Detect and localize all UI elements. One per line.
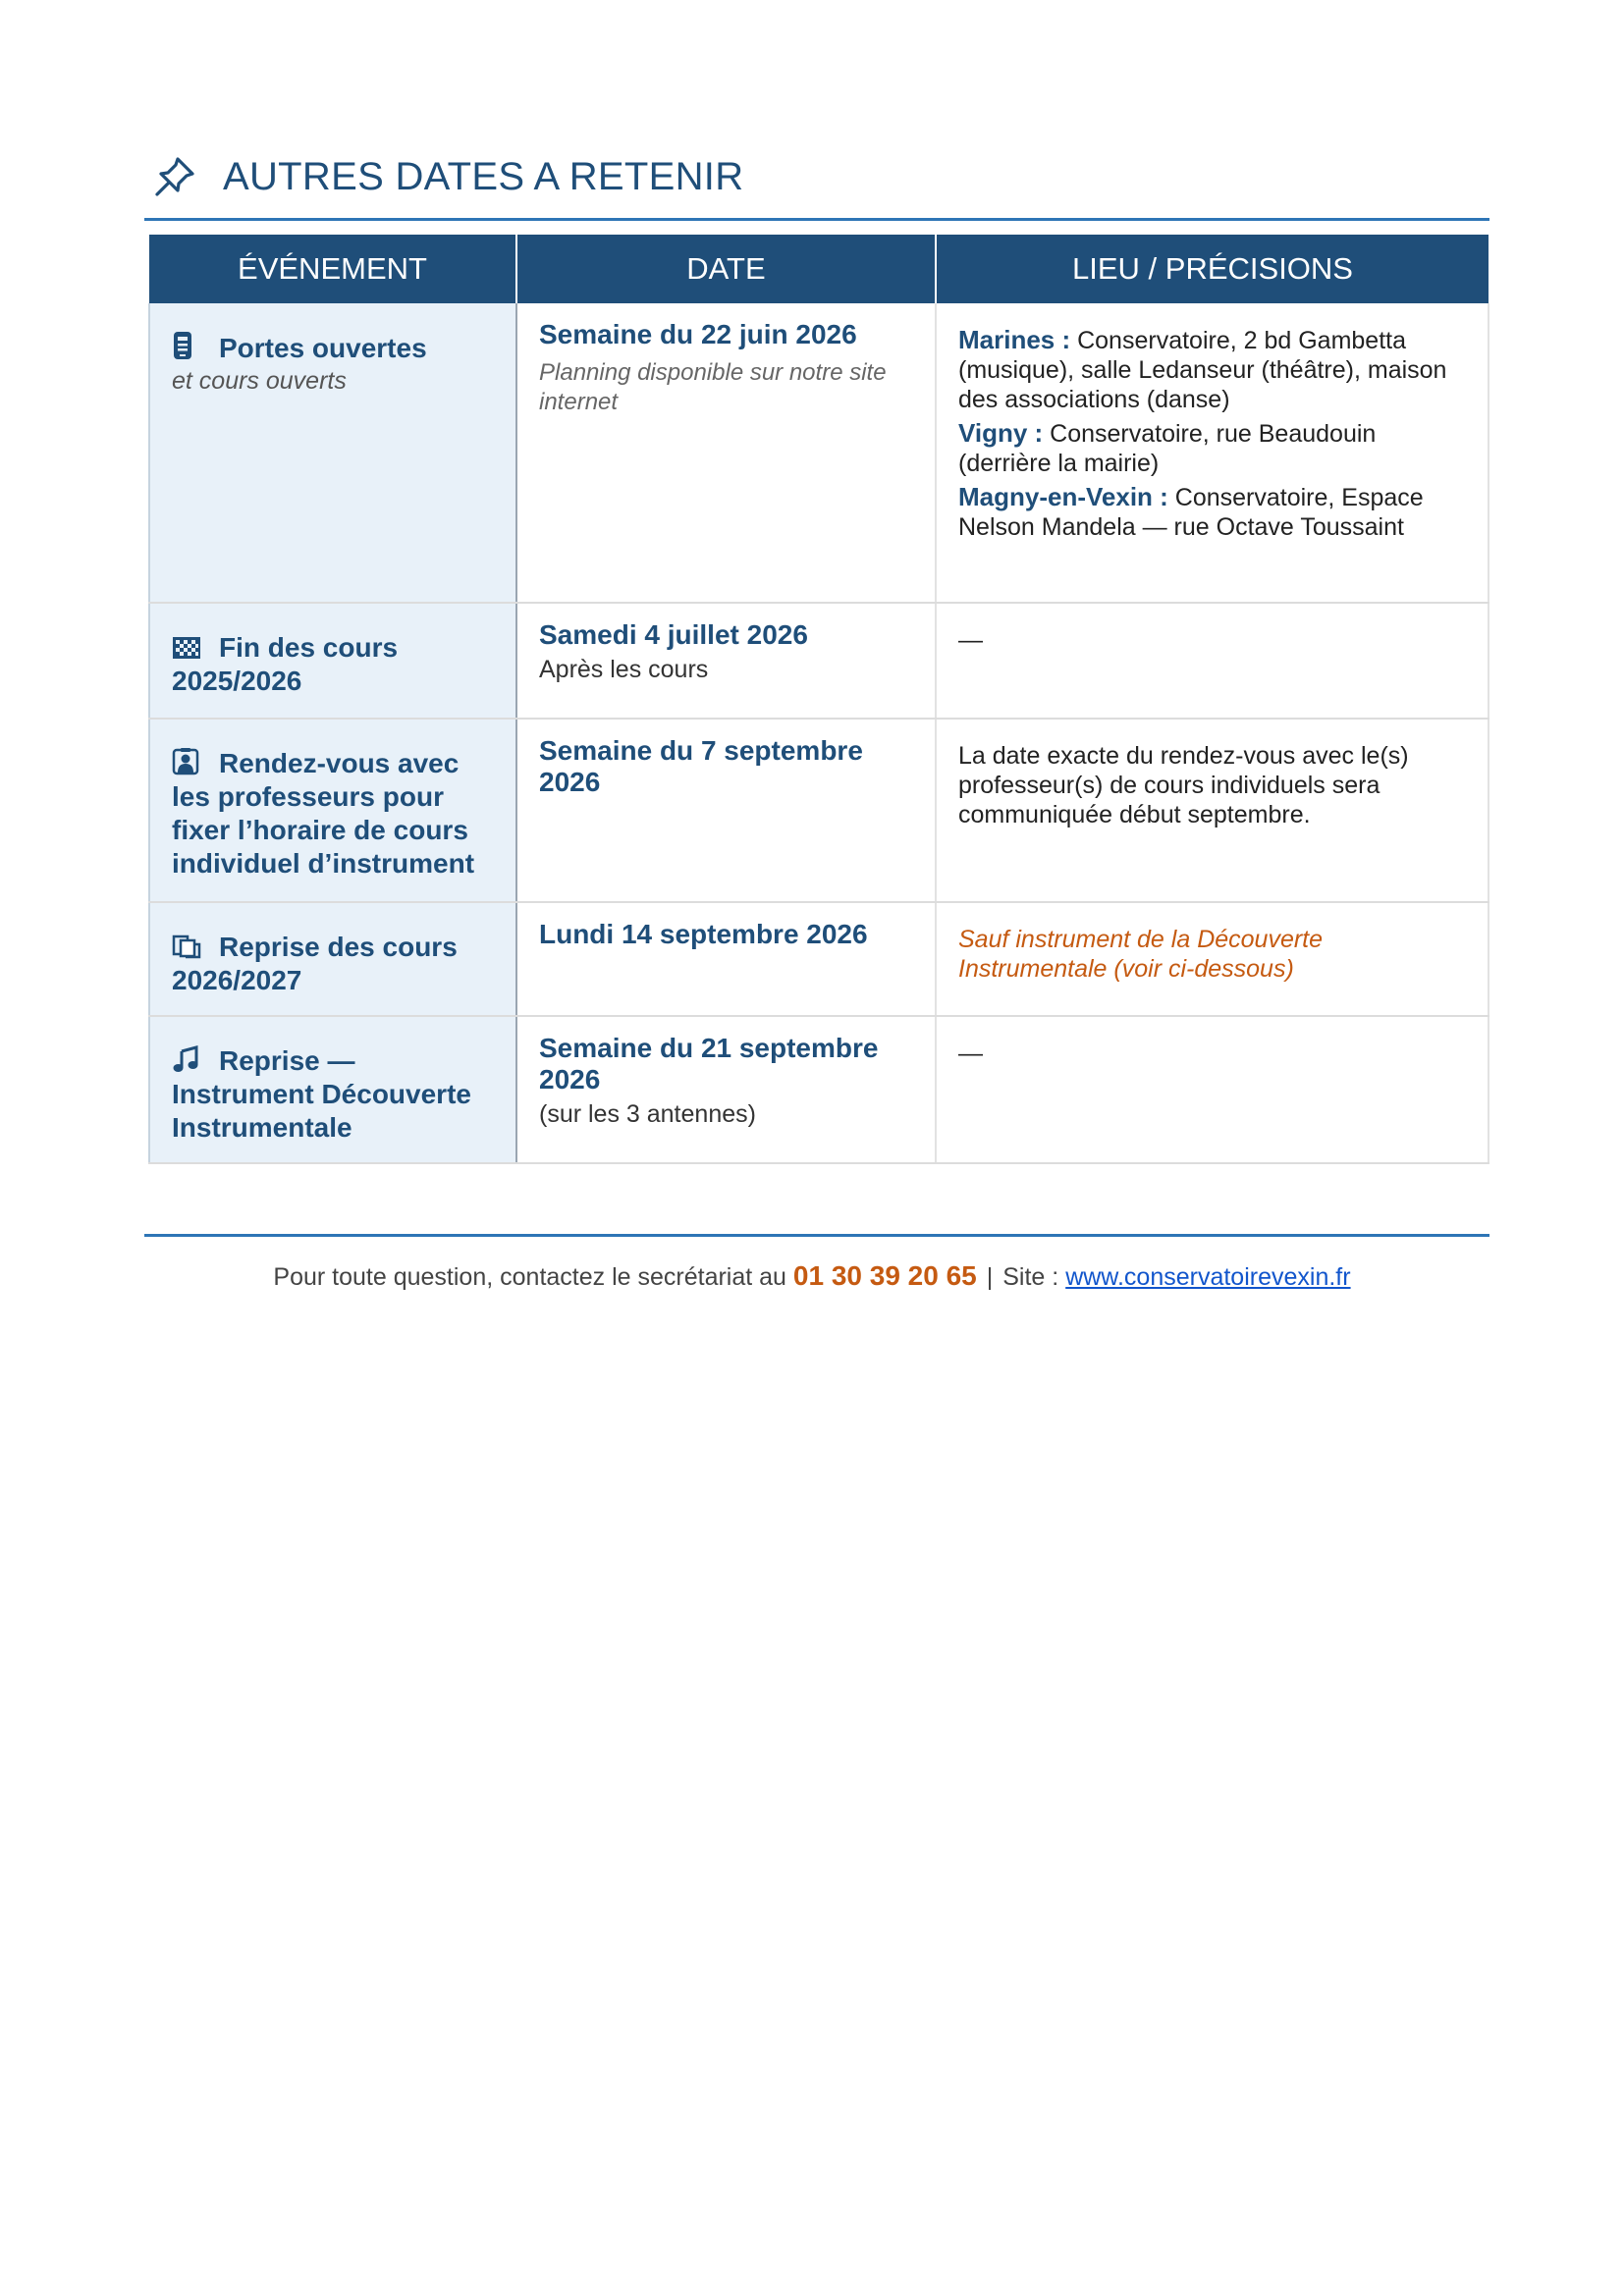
- site-label: Site :: [1002, 1263, 1059, 1291]
- place-cell: [936, 1016, 1489, 1163]
- place-cell: [936, 603, 1489, 719]
- footer-divider: [144, 1234, 1489, 1237]
- place-entry: [958, 482, 1466, 542]
- table-row: [149, 902, 1489, 1016]
- date-cell: [516, 719, 936, 902]
- pushpin-icon: [152, 154, 197, 199]
- place-details: Conservatoire, rue Beaudouin (derrière la mairie): [958, 420, 1377, 477]
- place-name: Marines :: [958, 325, 1071, 354]
- date-text: Semaine du 7 septembre 2026: [539, 735, 863, 797]
- checkered-flag-icon: [172, 634, 201, 660]
- event-cell: [149, 719, 516, 902]
- place-entry: [958, 325, 1466, 414]
- place-cell: [936, 719, 1489, 902]
- header-date: DATE: [516, 235, 936, 303]
- footer-separator: |: [986, 1263, 994, 1291]
- page: [144, 147, 1489, 1164]
- event-cell: [149, 902, 516, 1016]
- date-cell: [516, 1016, 936, 1163]
- header-event: ÉVÉNEMENT: [149, 235, 516, 303]
- date-note: Planning disponible sur notre site internet: [539, 359, 887, 415]
- place-entry: [958, 418, 1466, 478]
- event-cell: [149, 1016, 516, 1163]
- date-cell: [516, 603, 936, 719]
- mobile-phone-icon: [172, 331, 201, 356]
- header-place: LIEU / PRÉCISIONS: [936, 235, 1489, 303]
- event-cell: [149, 303, 516, 603]
- date-note: Après les cours: [539, 656, 709, 683]
- place-details: Conservatoire, Espace Nelson Mandela — rue Octave Toussaint: [958, 484, 1424, 541]
- event-title: Fin des cours 2025/2026: [172, 632, 399, 696]
- place-cell: [936, 902, 1489, 1016]
- event-cell: [149, 603, 516, 719]
- table-row: [149, 1016, 1489, 1163]
- date-text: Lundi 14 septembre 2026: [539, 919, 868, 949]
- phone-number[interactable]: 01 30 39 20 65: [792, 1260, 977, 1291]
- event-title: Rendez-vous avec les professeurs pour fixer l’horaire de cours individuel d’instrument: [172, 748, 475, 879]
- place-details: Sauf instrument de la Découverte Instrumentale (voir ci-dessous): [958, 926, 1324, 983]
- date-text: Semaine du 21 septembre 2026: [539, 1033, 879, 1095]
- place-name: Magny-en-Vexin :: [958, 482, 1168, 511]
- place-details: —: [958, 626, 983, 654]
- books-icon: [172, 934, 201, 959]
- event-title: Reprise — Instrument Découverte Instrumentale: [172, 1045, 471, 1143]
- date-text: Samedi 4 juillet 2026: [539, 619, 808, 650]
- event-title: Portes ouvertes: [219, 333, 427, 363]
- table-row: [149, 303, 1489, 603]
- events-table: [148, 235, 1489, 1164]
- section-header: [144, 147, 1489, 206]
- place-details: Conservatoire, 2 bd Gambetta (musique), salle Ledanseur (théâtre), maison des associations (danse): [958, 327, 1447, 413]
- place-details: La date exacte du rendez-vous avec le(s) professeur(s) de cours individuels sera communiquée début septembre.: [958, 742, 1409, 828]
- date-text: Semaine du 22 juin 2026: [539, 319, 857, 349]
- table-row: [149, 719, 1489, 902]
- footer: [0, 1260, 1624, 1292]
- teacher-icon: [172, 748, 201, 774]
- music-note-icon: [172, 1045, 201, 1071]
- date-cell: [516, 902, 936, 1016]
- page-title: AUTRES DATES A RETENIR: [223, 154, 744, 198]
- title-divider: [144, 218, 1489, 221]
- place-name: Vigny :: [958, 418, 1044, 448]
- date-note: (sur les 3 antennes): [539, 1100, 756, 1128]
- table-row: [149, 603, 1489, 719]
- place-details: —: [958, 1040, 983, 1067]
- event-title: Reprise des cours 2026/2027: [172, 932, 458, 995]
- date-cell: [516, 303, 936, 603]
- footer-text: Pour toute question, contactez le secrétariat au: [273, 1263, 793, 1291]
- event-subtitle: et cours ouverts: [172, 367, 347, 395]
- table-header-row: [149, 235, 1489, 303]
- place-cell: [936, 303, 1489, 603]
- site-link[interactable]: www.conservatoirevexin.fr: [1065, 1263, 1351, 1291]
